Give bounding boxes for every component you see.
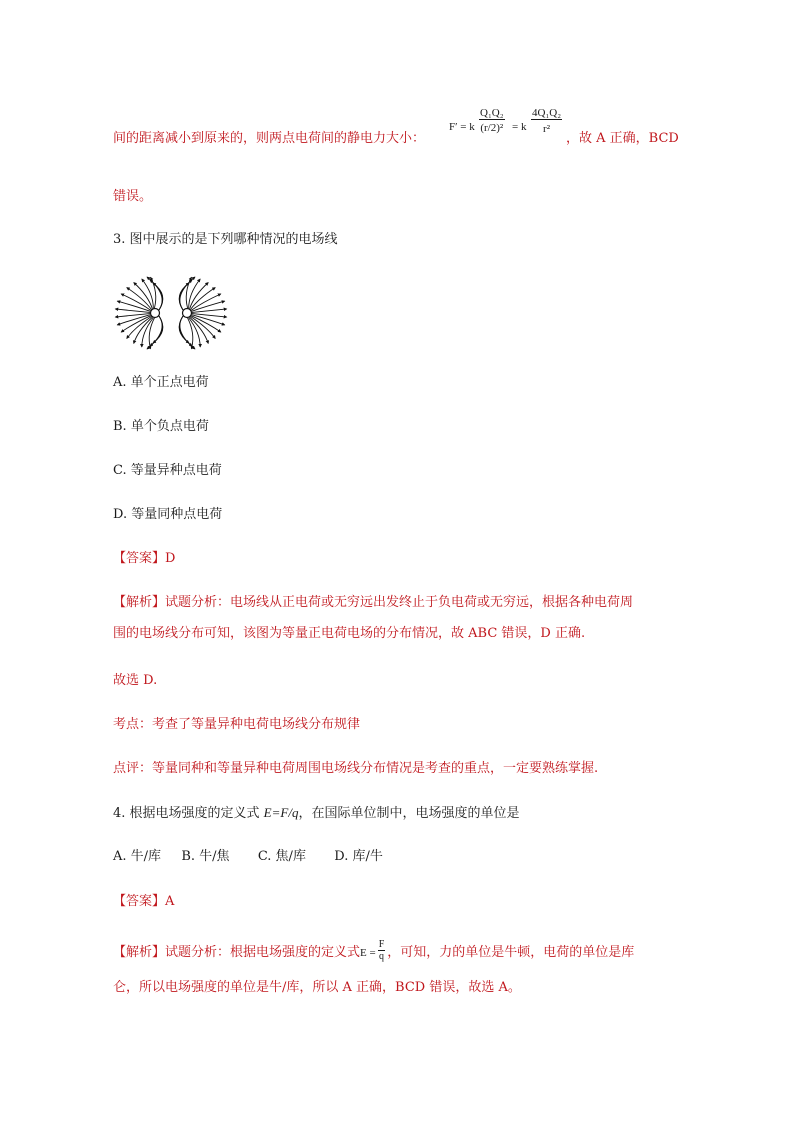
q4-stem [113, 804, 519, 823]
formula-frac2-den: r² [543, 123, 551, 135]
formula-frac2 [529, 108, 564, 135]
q3-stem: 3. 图中展示的是下列哪种情况的电场线 [113, 232, 338, 247]
q4-stem-a: 4. 根据电场强度的定义式 [113, 806, 264, 821]
field-line [180, 280, 192, 310]
q4-e-formula-num: F [378, 939, 385, 950]
q4-analysis-a: 【解析】试题分析：根据电场强度的定义式 [113, 945, 361, 960]
formula-f-prime: F′ = k [449, 121, 475, 133]
q4-e-formula-lhs: E = [360, 947, 376, 959]
q4-options [113, 848, 383, 866]
field-lines [115, 277, 226, 349]
field-line [189, 279, 201, 308]
prev-line1-tail: ，故 A 正确，BCD [566, 131, 679, 146]
q3-analysis-1: 【解析】试题分析：电场线从正电荷或无穷远出发终止于负电荷或无穷远，根据各种电荷周 [113, 595, 634, 610]
formula-frac1 [477, 108, 507, 134]
q4-analysis-1 [113, 941, 634, 964]
formula-frac1-den: (r/2)² [480, 122, 504, 134]
q3-option-c: C. 等量异种点电荷 [113, 463, 222, 478]
q4-e-formula-den: q [378, 951, 384, 962]
field-line [180, 316, 192, 346]
field-line [150, 316, 162, 346]
left-charge [151, 309, 160, 318]
q4-answer: 【答案】A [113, 894, 175, 909]
q4-option-c: C. 焦/库 [257, 849, 306, 864]
electric-field-lines-figure [113, 272, 231, 354]
prev-line1-text: 间的距离减小到原来的，则两点电荷间的静电力大小： [113, 131, 426, 146]
q4-stem-b: ，在国际单位制中，电场强度的单位是 [298, 806, 520, 821]
q4-analysis-2: 仑，所以电场强度的单位是牛/库，所以 A 正确，BCD 错误，故选 A。 [113, 980, 521, 995]
field-line [127, 317, 152, 339]
field-line [180, 277, 195, 310]
q3-option-b: B. 单个负点电荷 [113, 419, 209, 434]
q4-option-a: A. 牛/库 [113, 849, 162, 864]
q3-choose: 故选 D. [113, 673, 158, 688]
field-line [147, 277, 162, 310]
prev-line2: 错误。 [113, 189, 153, 204]
field-line [142, 279, 154, 308]
q4-option-b: B. 牛/焦 [181, 849, 230, 864]
q3-analysis-2: 围的电场线分布可知，该图为等量正电荷电场的分布情况，故 ABC 错误，D 正确. [113, 626, 586, 641]
formula-eq2: = k [512, 121, 527, 133]
q4-e-formula-frac [378, 939, 386, 962]
right-charge [183, 309, 192, 318]
q3-option-d: D. 等量同种点电荷 [113, 507, 223, 522]
q4-stem-formula: E=F/q [263, 805, 299, 820]
formula-frac2-num: 4Q₁Q₂ [532, 107, 562, 119]
field-line [191, 317, 216, 339]
q3-answer: 【答案】D [113, 551, 176, 566]
q4-option-d: D. 库/牛 [334, 849, 383, 864]
q3-kaodian: 考点：考查了等量异种电荷电场线分布规律 [113, 717, 361, 732]
formula-frac1-num: Q₁Q₂ [480, 107, 504, 119]
q4-analysis-b: ，可知，力的单位是牛顿，电荷的单位是库 [387, 945, 635, 960]
field-line [150, 280, 162, 310]
q3-option-a: A. 单个正点电荷 [113, 375, 209, 390]
q3-dianping: 点评：等量同种和等量异种电荷周围电场线分布情况是考查的重点，一定要熟练掌握. [113, 761, 599, 776]
